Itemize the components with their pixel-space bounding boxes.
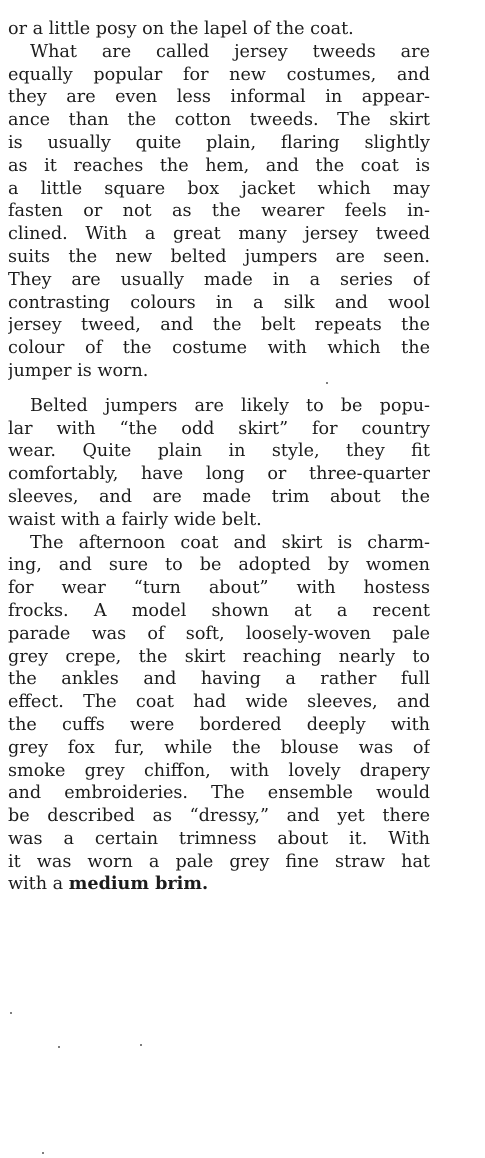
paragraph-1: [8, 18, 430, 41]
text-line: grey fox fur, while the blouse was of: [8, 737, 430, 758]
paragraph-gap: [8, 383, 430, 395]
text-line-final: [8, 873, 430, 896]
text-line: and embroideries. The ensemble would: [8, 783, 430, 804]
text-line: fasten or not as the wearer feels in-: [8, 201, 430, 222]
text-line: be described as “dressy,” and yet there: [8, 806, 430, 827]
paragraph-3: [8, 395, 430, 532]
text-line: clined. With a great many jersey tweed: [8, 224, 430, 245]
text-line: equally popular for new costumes, and: [8, 64, 430, 85]
text-line: suits the new belted jumpers are seen.: [8, 246, 430, 267]
text-line: contrasting colours in a silk and wool: [8, 292, 430, 313]
final-line-prefix: with a: [8, 874, 69, 895]
print-speck: [326, 382, 328, 384]
print-speck: [42, 1152, 44, 1154]
article-column: [8, 18, 430, 896]
text-line: or a little posy on the lapel of the coat.: [8, 19, 354, 39]
text-line: they are even less informal in appear-: [8, 87, 430, 108]
text-line: They are usually made in a series of: [8, 269, 430, 290]
text-line: jumper is worn.: [8, 360, 149, 381]
text-line: the cuffs were bordered deeply with: [8, 714, 430, 735]
text-line: comfortably, have long or three-quarter: [8, 464, 430, 485]
text-line: Belted jumpers are likely to be popu-: [30, 395, 430, 416]
text-line: lar with “the odd skirt” for country: [8, 418, 430, 439]
text-line: it was worn a pale grey fine straw hat: [8, 851, 430, 872]
text-line: a little square box jacket which may: [8, 178, 430, 199]
text-line: smoke grey chiffon, with lovely drapery: [8, 760, 430, 781]
text-line: jersey tweed, and the belt repeats the: [8, 315, 430, 336]
text-line: was a certain trimness about it. With: [8, 828, 430, 849]
text-line: for wear “turn about” with hostess: [8, 578, 430, 599]
text-line: ing, and sure to be adopted by women: [8, 555, 430, 576]
text-line: What are called jersey tweeds are: [30, 41, 430, 62]
print-speck: [140, 1044, 142, 1046]
text-line: parade was of soft, loosely-woven pale: [8, 623, 430, 644]
paragraph-2: [8, 41, 430, 383]
text-line: wear. Quite plain in style, they fit: [8, 441, 430, 462]
print-speck: [58, 1046, 60, 1048]
text-line: waist with a fairly wide belt.: [8, 509, 262, 530]
text-line: sleeves, and are made trim about the: [8, 486, 430, 507]
text-line: the ankles and having a rather full: [8, 669, 430, 690]
text-line: colour of the costume with which the: [8, 338, 430, 359]
text-line: frocks. A model shown at a recent: [8, 600, 430, 621]
text-line: as it reaches the hem, and the coat is: [8, 155, 430, 176]
text-line: is usually quite plain, flaring slightly: [8, 132, 430, 153]
paragraph-4: [8, 532, 430, 897]
text-line: effect. The coat had wide sleeves, and: [8, 692, 430, 713]
text-line: ance than the cotton tweeds. The skirt: [8, 110, 430, 131]
final-line-bold: medium brim.: [68, 873, 209, 895]
text-line: grey crepe, the skirt reaching nearly to: [8, 646, 430, 667]
print-speck: [10, 1012, 12, 1014]
text-line: The afternoon coat and skirt is charm-: [30, 532, 430, 553]
